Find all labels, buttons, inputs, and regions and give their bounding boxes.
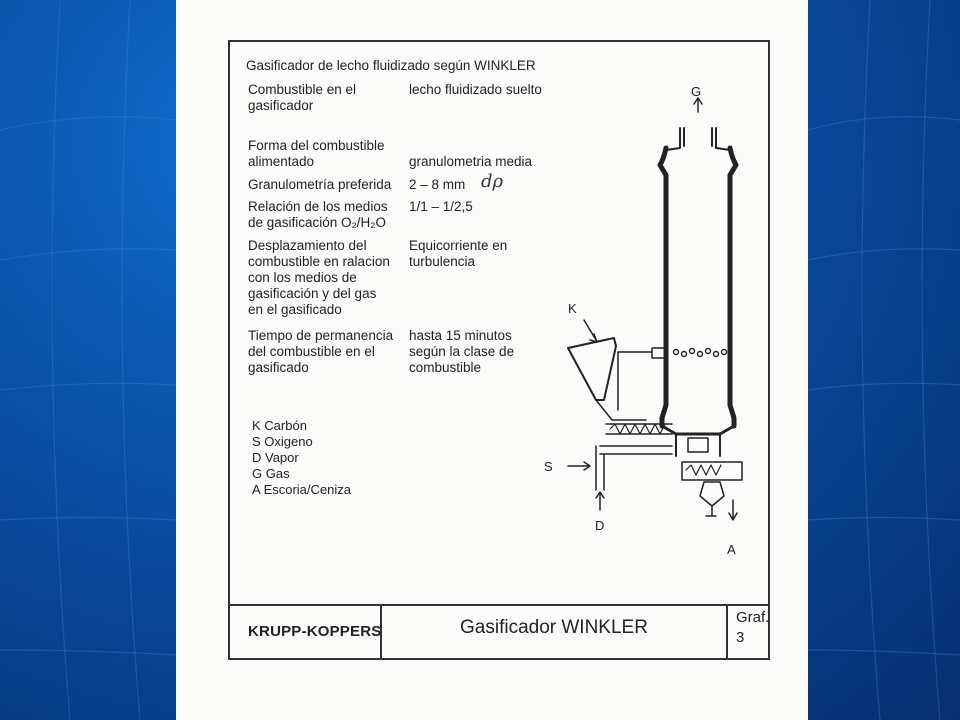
spec-value: según la clase de	[409, 344, 515, 359]
brand-name: KRUPP-KOPPERS	[248, 623, 382, 640]
graph-number: 3	[736, 629, 745, 646]
spec-label: Tiempo de permanencia	[248, 328, 394, 343]
spec-label: con los medios de	[248, 270, 357, 285]
handwritten-note: dρ	[481, 171, 504, 192]
spec-label: combustible en ralacion	[248, 254, 390, 269]
spec-value: lecho fluidizado suelto	[409, 82, 542, 97]
spec-label: en el gasificado	[248, 302, 342, 317]
graph-label	[736, 608, 769, 648]
spec-value: turbulencia	[409, 254, 476, 269]
legend-item: S Oxigeno	[252, 434, 313, 449]
legend-item: K Carbón	[252, 418, 307, 433]
spec-label: gasificación y del gas	[248, 286, 377, 301]
legend-item: G Gas	[252, 466, 290, 481]
spec-value: combustible	[409, 360, 482, 375]
spec-label: de gasificación O₂/H₂O	[248, 215, 387, 230]
spec-label: Granulometría preferida	[248, 177, 392, 192]
graph-label-text: Graf.	[736, 609, 770, 626]
spec-label: del combustible en el	[248, 344, 375, 359]
spec-value: Equicorriente en	[409, 238, 508, 253]
steam-label: D	[595, 518, 605, 533]
gas-label: G	[691, 84, 702, 99]
spec-value: hasta 15 minutos	[409, 328, 512, 343]
figure-caption: Gasificador WINKLER	[460, 617, 648, 638]
coal-label: K	[568, 301, 577, 316]
spec-value: 1/1 – 1/2,5	[409, 199, 473, 214]
spec-label: Relación de los medios	[248, 199, 388, 214]
spec-label: Combustible en el	[248, 82, 357, 97]
spec-label: Desplazamiento del	[248, 238, 367, 253]
gasifier-diagram	[176, 0, 808, 720]
ash-label: A	[727, 542, 736, 557]
document-page	[176, 0, 808, 720]
spec-label: Forma del combustible	[248, 138, 385, 153]
spec-value: granulometria media	[409, 154, 533, 169]
spec-value: 2 – 8 mm	[409, 177, 466, 192]
document-title: Gasificador de lecho fluidizado según WINKLER	[246, 58, 536, 73]
spec-label: alimentado	[248, 154, 315, 169]
footer-divider	[228, 604, 770, 606]
legend-item: D Vapor	[252, 450, 299, 465]
legend-item: A Escoria/Ceniza	[252, 482, 351, 497]
spec-label: gasificador	[248, 98, 314, 113]
spec-label: gasificado	[248, 360, 309, 375]
oxygen-label: S	[544, 459, 553, 474]
footer-separator	[726, 604, 728, 660]
